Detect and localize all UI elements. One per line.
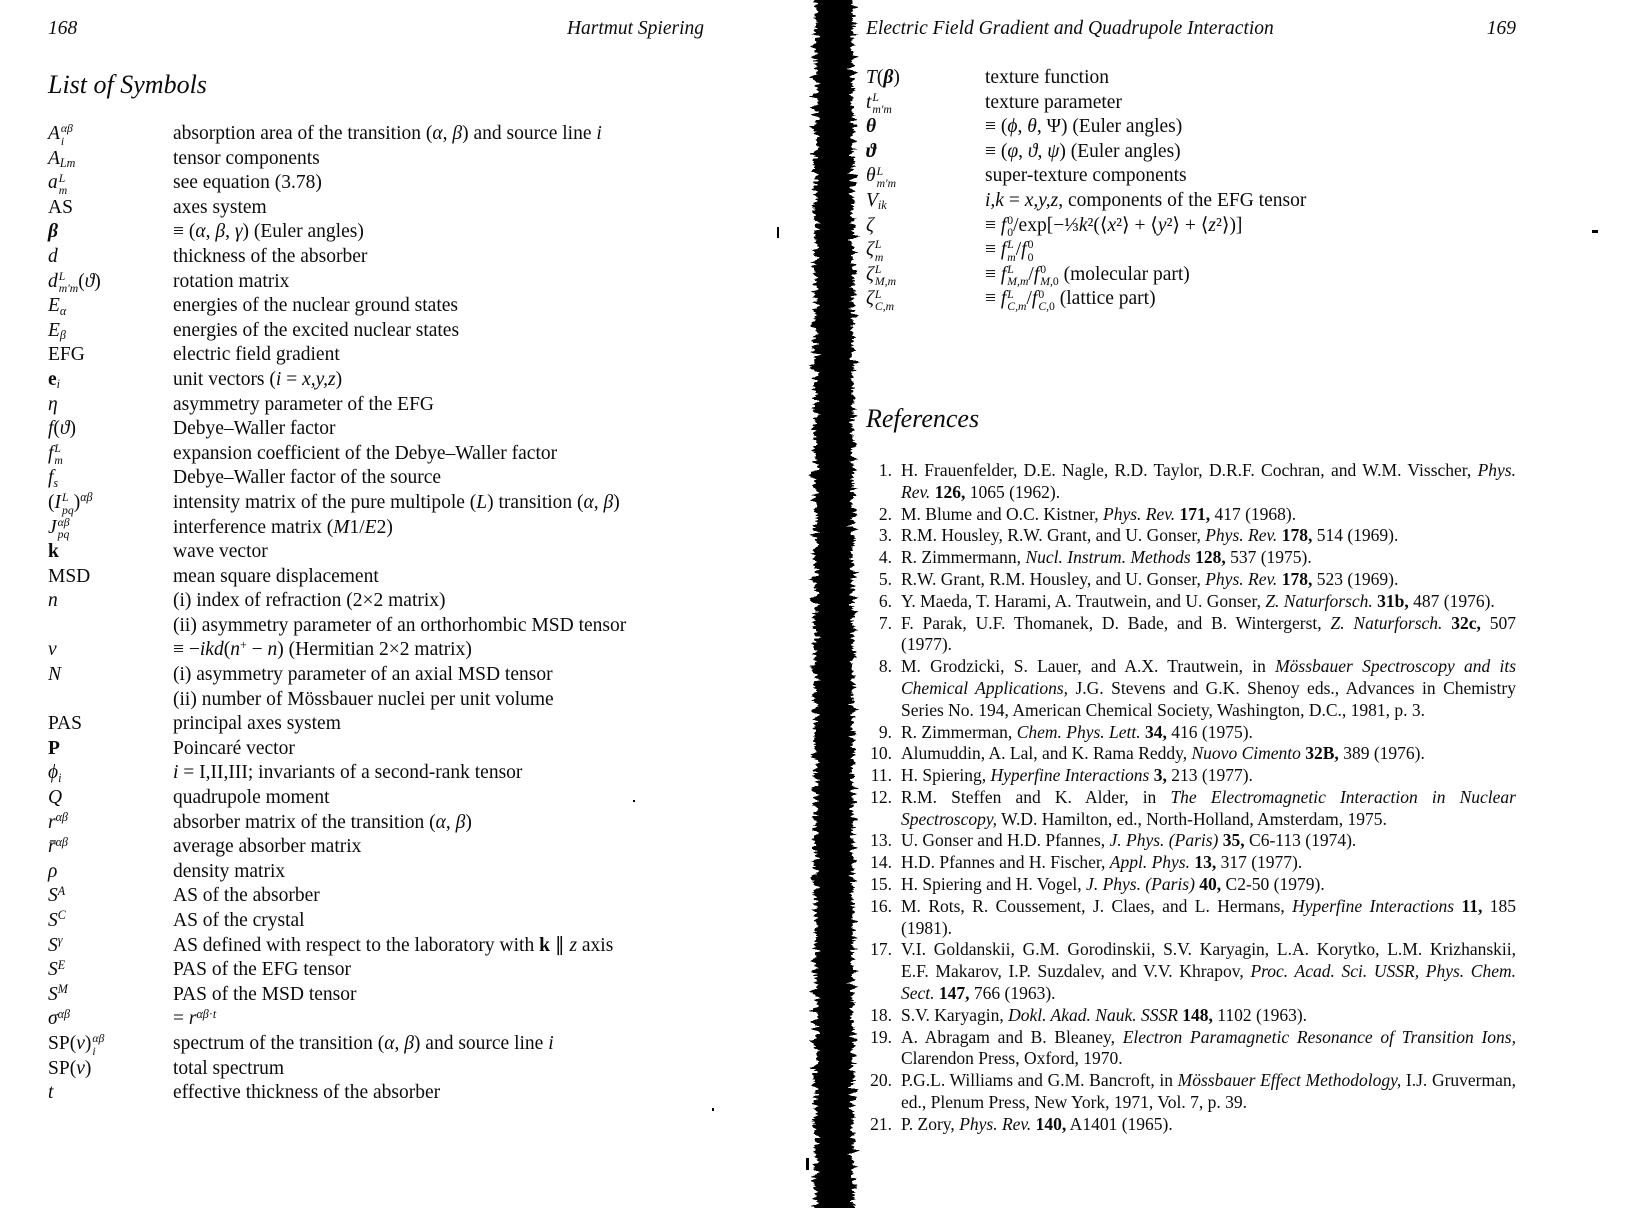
symbol-notation: $f_s$ bbox=[48, 467, 59, 490]
reference-number: 19. bbox=[870, 1026, 892, 1047]
reference-number: 7. bbox=[878, 612, 892, 633]
symbol-description: spectrum of the transition (α, β) and source line i bbox=[173, 1032, 554, 1054]
symbol-row bbox=[48, 786, 704, 811]
symbol-description: unit vectors (i = x,y,z) bbox=[173, 368, 343, 390]
symbol-description: AS of the crystal bbox=[173, 910, 305, 931]
symbol-row bbox=[48, 196, 704, 221]
reference-citation: P.G.L. Williams and G.M. Bancroft, in Mössbauer Effect Methodology, I.J. Gruverman, ed., Plenum Press, New York, 1971, Vol. 7, p. 39. bbox=[901, 1070, 1517, 1113]
reference-number: 4. bbox=[878, 547, 892, 568]
symbol-notation: $S^C$ bbox=[48, 908, 66, 931]
reference-number: 3. bbox=[878, 525, 892, 546]
symbol-notation: ζ L m bbox=[866, 238, 884, 264]
symbol-notation: $\sigma^{\alpha\beta}$ bbox=[48, 1006, 70, 1030]
symbol-row bbox=[48, 393, 704, 418]
symbol-notation: $S^M$ bbox=[48, 982, 68, 1005]
symbol-description: texture function bbox=[985, 67, 1109, 88]
symbol-description: ≡ −ikd(n+ − n) (Hermitian 2×2 matrix) bbox=[173, 637, 472, 661]
symbol-notation: AS bbox=[48, 196, 73, 218]
symbol-description: energies of the nuclear ground states bbox=[173, 295, 458, 317]
reference-list bbox=[866, 460, 1516, 1136]
symbol-notation: $E_\beta$ bbox=[48, 319, 66, 343]
symbol-description: i = I,II,III; invariants of a second-rank tensor bbox=[173, 762, 523, 784]
reference-item bbox=[866, 613, 1516, 657]
reference-citation: P. Zory, Phys. Rev. 140, A1401 (1965). bbox=[901, 1113, 1173, 1134]
symbol-row bbox=[48, 516, 704, 541]
symbol-row bbox=[48, 319, 704, 344]
references-title: References bbox=[866, 403, 980, 433]
symbol-description: (ii) number of Mössbauer nuclei per unit volume bbox=[173, 688, 554, 710]
symbol-row bbox=[48, 934, 704, 959]
symbol-description: ≡ f 0 0 /exp[−⅓k²(⟨x²⟩ + ⟨y²⟩ + ⟨z²⟩)] bbox=[985, 213, 1243, 240]
symbol-row bbox=[48, 860, 704, 885]
symbol-description: asymmetry parameter of the EFG bbox=[173, 393, 434, 415]
symbol-description: (i) index of refraction (2×2 matrix) bbox=[173, 590, 446, 612]
symbol-row bbox=[48, 737, 704, 762]
symbol-notation: SP(v) αβ i bbox=[48, 1032, 105, 1058]
symbol-row bbox=[866, 140, 1516, 165]
symbol-row bbox=[48, 466, 704, 491]
reference-item bbox=[866, 1027, 1516, 1071]
symbol-row bbox=[866, 214, 1516, 239]
symbol-notation: β bbox=[48, 221, 58, 243]
reference-number: 13. bbox=[870, 830, 892, 851]
reference-citation: F. Parak, U.F. Thomanek, D. Bade, and B. Wintergerst, Z. Naturforsch. 32c, 507 (1977). bbox=[901, 612, 1517, 655]
symbol-description: tensor components bbox=[173, 147, 320, 169]
reference-item bbox=[866, 939, 1516, 1004]
reference-citation: H. Spiering and H. Vogel, J. Phys. (Paris) 40, C2-50 (1979). bbox=[901, 874, 1325, 895]
symbol-row bbox=[866, 189, 1516, 214]
reference-item bbox=[866, 787, 1516, 831]
reference-item bbox=[866, 874, 1516, 896]
reference-citation: S.V. Karyagin, Dokl. Akad. Nauk. SSSR 148, 1102 (1963). bbox=[901, 1004, 1308, 1025]
symbol-notation: (I L pq )$^{\alpha\beta}$ bbox=[48, 490, 93, 517]
symbol-description: thickness of the absorber bbox=[173, 245, 368, 267]
symbol-description: see equation (3.78) bbox=[173, 172, 322, 194]
reference-citation: R.W. Grant, R.M. Housley, and U. Gonser, Phys. Rev. 178, 523 (1969). bbox=[901, 568, 1399, 589]
reference-item bbox=[866, 591, 1516, 613]
reference-item bbox=[866, 656, 1516, 721]
symbol-list-right bbox=[866, 66, 1516, 312]
symbol-row bbox=[48, 491, 704, 516]
symbol-row bbox=[48, 835, 704, 860]
symbol-notation: ζ bbox=[866, 214, 874, 236]
symbol-row bbox=[866, 66, 1516, 91]
symbol-notation: $V_{ik}$ bbox=[866, 189, 887, 213]
reference-item bbox=[866, 722, 1516, 744]
reference-number: 16. bbox=[870, 895, 892, 916]
symbol-description: Poincaré vector bbox=[173, 737, 295, 759]
symbol-row bbox=[866, 115, 1516, 140]
reference-number: 21. bbox=[870, 1113, 892, 1134]
symbol-row bbox=[48, 589, 704, 614]
symbol-row bbox=[866, 287, 1516, 312]
symbol-row bbox=[48, 983, 704, 1008]
symbol-row bbox=[866, 238, 1516, 263]
symbol-row bbox=[48, 565, 704, 590]
reference-number: 5. bbox=[878, 568, 892, 589]
symbol-description: AS of the absorber bbox=[173, 885, 320, 907]
list-of-symbols-title: List of Symbols bbox=[48, 70, 207, 99]
symbol-row bbox=[48, 1057, 704, 1082]
symbol-row bbox=[48, 417, 704, 442]
reference-citation: Alumuddin, A. Lal, and K. Rama Reddy, Nuovo Cimento 32B, 389 (1976). bbox=[901, 743, 1425, 764]
symbol-description: wave vector bbox=[173, 541, 268, 563]
reference-number: 20. bbox=[870, 1070, 892, 1091]
symbol-notation: $A_{Lm}$ bbox=[48, 147, 76, 170]
reference-item bbox=[866, 569, 1516, 591]
symbol-description: energies of the excited nuclear states bbox=[173, 319, 460, 341]
symbol-notation: $E_\alpha$ bbox=[48, 295, 67, 318]
symbol-notation: N bbox=[48, 664, 62, 686]
symbol-row bbox=[48, 712, 704, 737]
symbol-description: absorption area of the transition (α, β) and source line i bbox=[173, 123, 602, 144]
reference-number: 14. bbox=[870, 852, 892, 873]
symbol-notation: ζ L C,m bbox=[866, 287, 895, 313]
symbol-row bbox=[48, 688, 704, 713]
symbol-row bbox=[48, 270, 704, 295]
symbol-notation: θ bbox=[866, 116, 877, 138]
symbol-notation: η bbox=[48, 393, 58, 415]
symbol-description: PAS of the MSD tensor bbox=[173, 983, 357, 1005]
reference-item bbox=[866, 830, 1516, 852]
symbol-description: (i) asymmetry parameter of an axial MSD tensor bbox=[173, 664, 553, 686]
symbol-notation: t bbox=[48, 1082, 54, 1104]
reference-item bbox=[866, 525, 1516, 547]
reference-citation: H.D. Pfannes and H. Fischer, Appl. Phys. 13, 317 (1977). bbox=[901, 852, 1303, 873]
symbol-row bbox=[866, 91, 1516, 116]
symbol-notation: ν bbox=[48, 639, 57, 661]
symbol-notation: $r^{\alpha\beta}$ bbox=[48, 809, 68, 833]
running-head-author: Hartmut Spiering bbox=[566, 18, 704, 39]
symbol-description: Debye–Waller factor bbox=[173, 418, 336, 440]
symbol-notation: $e_i$ bbox=[48, 368, 61, 392]
reference-number: 8. bbox=[878, 656, 892, 677]
symbol-notation: A αβ i bbox=[48, 122, 73, 148]
reference-number: 15. bbox=[870, 874, 892, 895]
symbol-notation: $S^\gamma$ bbox=[48, 932, 63, 956]
symbol-description: electric field gradient bbox=[173, 344, 340, 366]
symbol-description: i,k = x,y,z, components of the EFG tensor bbox=[985, 189, 1307, 211]
page-168 bbox=[48, 18, 704, 1106]
symbol-row bbox=[48, 884, 704, 909]
symbol-notation: n bbox=[48, 590, 58, 612]
scan-artifact bbox=[806, 1158, 809, 1170]
scan-artifact bbox=[712, 1108, 714, 1111]
running-head-right bbox=[866, 18, 1516, 40]
symbol-notation: EFG bbox=[48, 344, 85, 366]
reference-item bbox=[866, 743, 1516, 765]
symbol-notation: d L m′m (ϑ) bbox=[48, 269, 101, 296]
symbol-notation: PAS bbox=[48, 713, 82, 735]
symbol-description: PAS of the EFG tensor bbox=[173, 959, 352, 981]
symbol-description: effective thickness of the absorber bbox=[173, 1082, 441, 1104]
symbol-notation: ζ L M,m bbox=[866, 263, 897, 289]
symbol-row bbox=[48, 909, 704, 934]
symbol-description: average absorber matrix bbox=[173, 836, 362, 858]
symbol-notation: ϑ bbox=[866, 140, 877, 162]
symbol-notation: ρ bbox=[48, 860, 58, 882]
reference-number: 2. bbox=[878, 503, 892, 524]
reference-citation: R. Zimmerman, Chem. Phys. Lett. 34, 416 (1975). bbox=[901, 721, 1253, 742]
symbol-notation: k bbox=[48, 541, 59, 563]
reference-number: 17. bbox=[870, 939, 892, 960]
symbol-description: (ii) asymmetry parameter of an orthorhombic MSD tensor bbox=[173, 614, 627, 636]
symbol-notation: $\phi_i$ bbox=[48, 762, 62, 785]
reference-number: 12. bbox=[870, 786, 892, 807]
symbol-notation: r̄$^{\alpha\beta}$ bbox=[48, 834, 68, 858]
reference-item bbox=[866, 765, 1516, 787]
symbol-row bbox=[48, 171, 704, 196]
symbol-row bbox=[48, 442, 704, 467]
reference-citation: Y. Maeda, T. Harami, A. Trautwein, and U. Gonser, Z. Naturforsch. 31b, 487 (1976). bbox=[901, 590, 1495, 611]
symbol-row bbox=[48, 245, 704, 270]
symbol-row bbox=[48, 368, 704, 393]
symbol-description: interference matrix (M1/E2) bbox=[173, 516, 393, 538]
reference-number: 6. bbox=[878, 590, 892, 611]
reference-item bbox=[866, 547, 1516, 569]
symbol-notation: P bbox=[48, 737, 60, 759]
symbol-notation: θ L m′m bbox=[866, 164, 897, 190]
reference-citation: R.M. Steffen and K. Alder, in The Electromagnetic Interaction in Nuclear Spectroscopy, W.D. Hamilton, ed., North-Holland, Amsterdam, 1975. bbox=[901, 786, 1516, 829]
reference-number: 9. bbox=[878, 721, 892, 742]
symbol-description: density matrix bbox=[173, 860, 286, 882]
scan-artifact bbox=[1592, 230, 1598, 233]
reference-citation: H. Spiering, Hyperfine Interactions 3, 213 (1977). bbox=[901, 765, 1253, 786]
symbol-description: principal axes system bbox=[173, 713, 341, 735]
symbol-description: super-texture components bbox=[985, 165, 1187, 187]
symbol-notation: J αβ pq bbox=[48, 515, 70, 542]
reference-item bbox=[866, 1070, 1516, 1114]
symbol-description: axes system bbox=[173, 196, 267, 218]
reference-citation: U. Gonser and H.D. Pfannes, J. Phys. (Paris) 35, C6-113 (1974). bbox=[901, 830, 1357, 851]
symbol-row bbox=[48, 761, 704, 786]
symbol-description: ≡ (ϕ, θ, Ψ) (Euler angles) bbox=[985, 116, 1183, 138]
reference-citation: V.I. Goldanskii, G.M. Gorodinskii, S.V. Karyagin, L.A. Korytko, L.M. Krizhanskii, E.F. Makarov, I.P. Suzdalev, and V.V. Khrapov, Proc. Acad. Sci. USSR, Phys. Chem. Sect. 147, 766 (1963). bbox=[901, 939, 1517, 1004]
reference-item bbox=[866, 896, 1516, 940]
symbol-notation: SP(v) bbox=[48, 1057, 92, 1079]
symbol-row bbox=[48, 540, 704, 565]
scan-artifact bbox=[777, 227, 779, 238]
symbol-row bbox=[866, 263, 1516, 288]
reference-number: 11. bbox=[870, 765, 892, 786]
reference-citation: R.M. Housley, R.W. Grant, and U. Gonser, Phys. Rev. 178, 514 (1969). bbox=[901, 525, 1399, 546]
symbol-description: expansion coefficient of the Debye–Waller factor bbox=[173, 442, 558, 464]
symbol-notation: T(β) bbox=[866, 67, 900, 88]
symbol-notation: a L m bbox=[48, 171, 68, 197]
running-head-left bbox=[48, 18, 704, 40]
symbol-row bbox=[48, 614, 704, 639]
symbol-row bbox=[48, 147, 704, 172]
symbol-row bbox=[48, 638, 704, 663]
symbol-notation: MSD bbox=[48, 565, 91, 587]
symbol-description: Debye–Waller factor of the source bbox=[173, 467, 442, 489]
reference-number: 18. bbox=[870, 1004, 892, 1025]
symbol-description: absorber matrix of the transition (α, β) bbox=[173, 811, 472, 833]
scan-artifact bbox=[633, 800, 635, 802]
symbol-list-left bbox=[48, 122, 704, 1106]
symbol-description: ≡ (α, β, γ) (Euler angles) bbox=[173, 221, 364, 243]
symbol-description: ≡ f L C,m /f 0 C,0 (lattice part) bbox=[985, 287, 1156, 313]
symbol-description: mean square displacement bbox=[173, 565, 379, 587]
symbol-notation: f L m bbox=[48, 442, 63, 468]
reference-citation: M. Rots, R. Coussement, J. Claes, and L. Hermans, Hyperfine Interactions 11, 185 (1981). bbox=[901, 895, 1517, 938]
reference-item bbox=[866, 852, 1516, 874]
symbol-row bbox=[48, 1007, 704, 1032]
symbol-description: texture parameter bbox=[985, 91, 1122, 113]
symbol-notation: Q bbox=[48, 787, 63, 809]
symbol-notation: $S^A$ bbox=[48, 883, 66, 907]
symbol-description: ≡ (φ, ϑ, ψ) (Euler angles) bbox=[985, 140, 1181, 162]
page-169 bbox=[866, 18, 1516, 1136]
reference-citation: R. Zimmermann, Nucl. Instrum. Methods 128, 537 (1975). bbox=[901, 547, 1312, 568]
reference-item bbox=[866, 460, 1516, 504]
symbol-row bbox=[48, 663, 704, 688]
symbol-notation: t L m′m bbox=[866, 90, 892, 117]
reference-number: 10. bbox=[870, 743, 892, 764]
symbol-row bbox=[866, 164, 1516, 189]
page-number-left: 168 bbox=[48, 18, 78, 39]
running-head-chapter: Electric Field Gradient and Quadrupole Interaction bbox=[866, 18, 1274, 39]
reference-citation: H. Frauenfelder, D.E. Nagle, R.D. Taylor, D.R.F. Cochran, and W.M. Visscher, Phys. Rev. 126, 1065 (1962). bbox=[901, 459, 1516, 502]
symbol-description: quadrupole moment bbox=[173, 787, 330, 809]
reference-citation: A. Abragam and B. Bleaney, Electron Paramagnetic Resonance of Transition Ions, Clarendon Press, Oxford, 1970. bbox=[901, 1026, 1516, 1069]
symbol-description: total spectrum bbox=[173, 1057, 285, 1079]
symbol-row bbox=[48, 1032, 704, 1057]
symbol-description: AS defined with respect to the laboratory with k ∥ z axis bbox=[173, 934, 614, 956]
symbol-row bbox=[48, 294, 704, 319]
symbol-description: = $r^{\alpha\beta\cdot t}$ bbox=[173, 1006, 217, 1030]
symbol-row bbox=[48, 122, 704, 147]
symbol-notation: d bbox=[48, 245, 58, 267]
symbol-notation: $S^E$ bbox=[48, 957, 66, 981]
symbol-row bbox=[48, 811, 704, 836]
symbol-notation: f(ϑ) bbox=[48, 418, 76, 440]
symbol-row bbox=[48, 1081, 704, 1106]
page-number-right: 169 bbox=[1486, 18, 1516, 39]
symbol-description: ≡ f L M,m /f 0 M,0 (molecular part) bbox=[985, 263, 1190, 289]
reference-number: 1. bbox=[878, 459, 892, 480]
reference-citation: M. Grodzicki, S. Lauer, and A.X. Trautwein, in Mössbauer Spectroscopy and its Chemical Applications, J.G. Stevens and G.K. Shenoy eds., Advances in Chemistry Series No. 194, American Chemical Society, Washington, D.C., 1981, p. 3. bbox=[901, 656, 1517, 720]
symbol-description: ≡ f L m /f 0 0 bbox=[985, 238, 1034, 264]
reference-item bbox=[866, 1114, 1516, 1136]
reference-item bbox=[866, 504, 1516, 526]
symbol-description: rotation matrix bbox=[173, 270, 290, 292]
symbol-row bbox=[48, 958, 704, 983]
symbol-description: intensity matrix of the pure multipole (L) transition (α, β) bbox=[173, 491, 620, 513]
symbol-row bbox=[48, 220, 704, 245]
symbol-row bbox=[48, 343, 704, 368]
reference-item bbox=[866, 1005, 1516, 1027]
reference-citation: M. Blume and O.C. Kistner, Phys. Rev. 171, 417 (1968). bbox=[901, 503, 1297, 524]
